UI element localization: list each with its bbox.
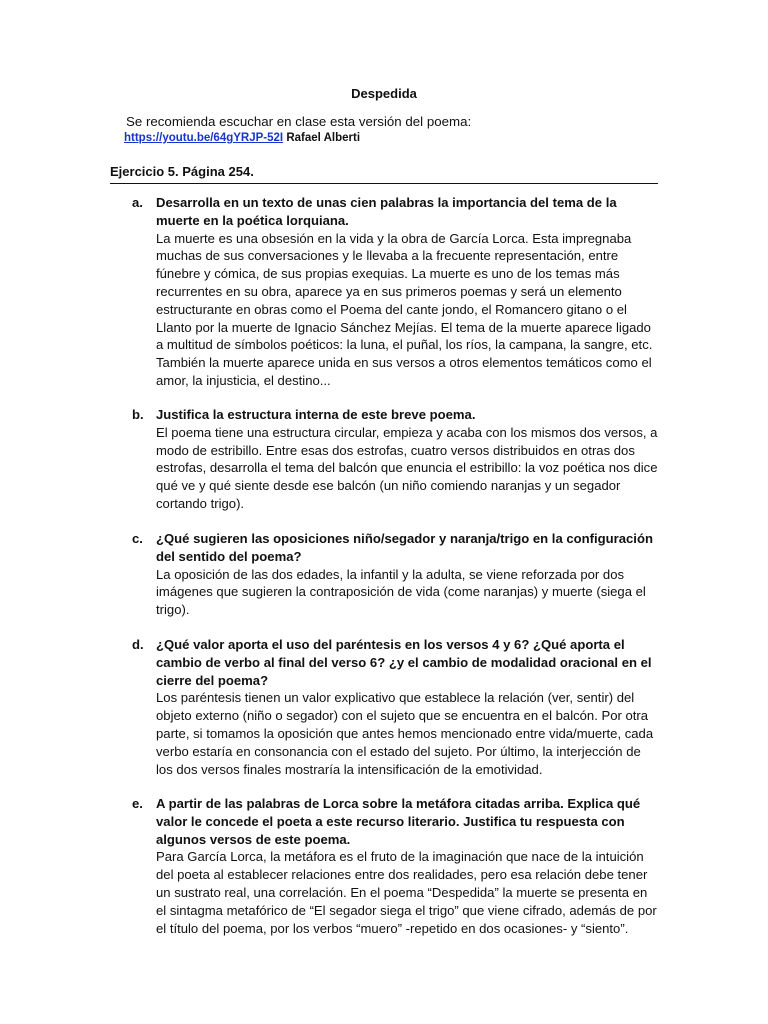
question-letter: e.: [132, 796, 143, 811]
question-item-a: [110, 194, 658, 390]
question-letter: d.: [132, 637, 144, 652]
exercise-heading: Ejercicio 5. Página 254.: [110, 164, 658, 184]
video-link-line: [124, 132, 360, 144]
question-item-b: [110, 406, 658, 513]
question-text: A partir de las palabras de Lorca sobre la metáfora citadas arriba. Explica qué valor le concede el poeta a este recurso literario. Justifica tu respuesta con algunos versos de este poema.: [156, 796, 641, 847]
document-title: Despedida: [351, 86, 417, 101]
video-link[interactable]: https://youtu.be/64gYRJP-52I: [124, 132, 284, 144]
answer-text: La oposición de las dos edades, la infantil y la adulta, se viene reforzada por dos imágenes que sugieren la contraposición de vida (come naranjas) y muerte (siega el trigo).: [156, 566, 646, 618]
question-text: ¿Qué valor aporta el uso del paréntesis en los versos 4 y 6? ¿Qué aporta el cambio de verbo al final del verso 6? ¿y el cambio de modalidad oracional en el cierre del poema?: [156, 637, 652, 688]
question-letter: c.: [132, 531, 143, 546]
answer-text: Los paréntesis tienen un valor explicativo que establece la relación (ver, sentir) del objeto externo (niño o segador) con el sujeto que se encuentra en el balcón. Por otra parte, si tomamos la oposición que antes hemos mencionado entre vida/muerte, cada verbo estaría en consonancia con el estado del sujeto. Por último, la interjección de los dos versos finales mostraría la intensificación de la emotividad.: [156, 690, 654, 777]
question-letter: a.: [132, 195, 143, 210]
intro-text: Se recomienda escuchar en clase esta versión del poema:: [126, 114, 472, 129]
answer-text: El poema tiene una estructura circular, empieza y acaba con los mismos dos versos, a modo de estribillo. Entre esas dos estrofas, cuatro versos distribuidos en otras dos estrofas, desarrolla el tema del balcón que enuncia el estribillo: la voz poética nos dice qué ve y qué siente desde ese balcón (un niño comiendo naranjas y un segador cortando trigo).: [156, 424, 658, 511]
question-text: Justifica la estructura interna de este breve poema.: [156, 407, 476, 422]
question-item-e: [110, 795, 658, 937]
question-text: ¿Qué sugieren las oposiciones niño/segador y naranja/trigo en la configuración del sentido del poema?: [156, 531, 653, 564]
link-author: Rafael Alberti: [286, 132, 361, 144]
question-item-d: [110, 636, 658, 778]
answer-text: La muerte es una obsesión en la vida y la obra de García Lorca. Esta impregnaba muchas de sus conversaciones y le llevaba a la frecuente representación, entre fúnebre y cómica, de sus propias exequias. La muerte es uno de los temas más recurrentes en su obra, aparece ya en sus primeros poemas y será un elemento estructurante en obras como el Poema del cante jondo, el Romancero gitano o el Llanto por la muerte de Ignacio Sánchez Mejías. El tema de la muerte aparece ligado a multitud de símbolos poéticos: la luna, el puñal, los ríos, la campana, la sangre, etc. También la muerte aparece unida en sus versos a otros elementos temáticos como el amor, la injusticia, el destino...: [156, 230, 653, 388]
question-letter: b.: [132, 407, 144, 422]
question-text: Desarrolla en un texto de unas cien palabras la importancia del tema de la muerte en la poética lorquiana.: [156, 195, 617, 228]
answer-text: Para García Lorca, la metáfora es el fruto de la imaginación que nace de la intuición del poeta al establecer relaciones entre dos realidades, pero esa relación debe tener un sustrato real, una correlación. En el poema “Despedida” la muerte se presenta en el sintagma metafórico de “El segador siega el trigo” que viene cifrado, además de por el título del poema, por los verbos “muero” -repetido en dos ocasiones- y “siento”.: [156, 849, 657, 936]
question-item-c: [110, 530, 658, 619]
